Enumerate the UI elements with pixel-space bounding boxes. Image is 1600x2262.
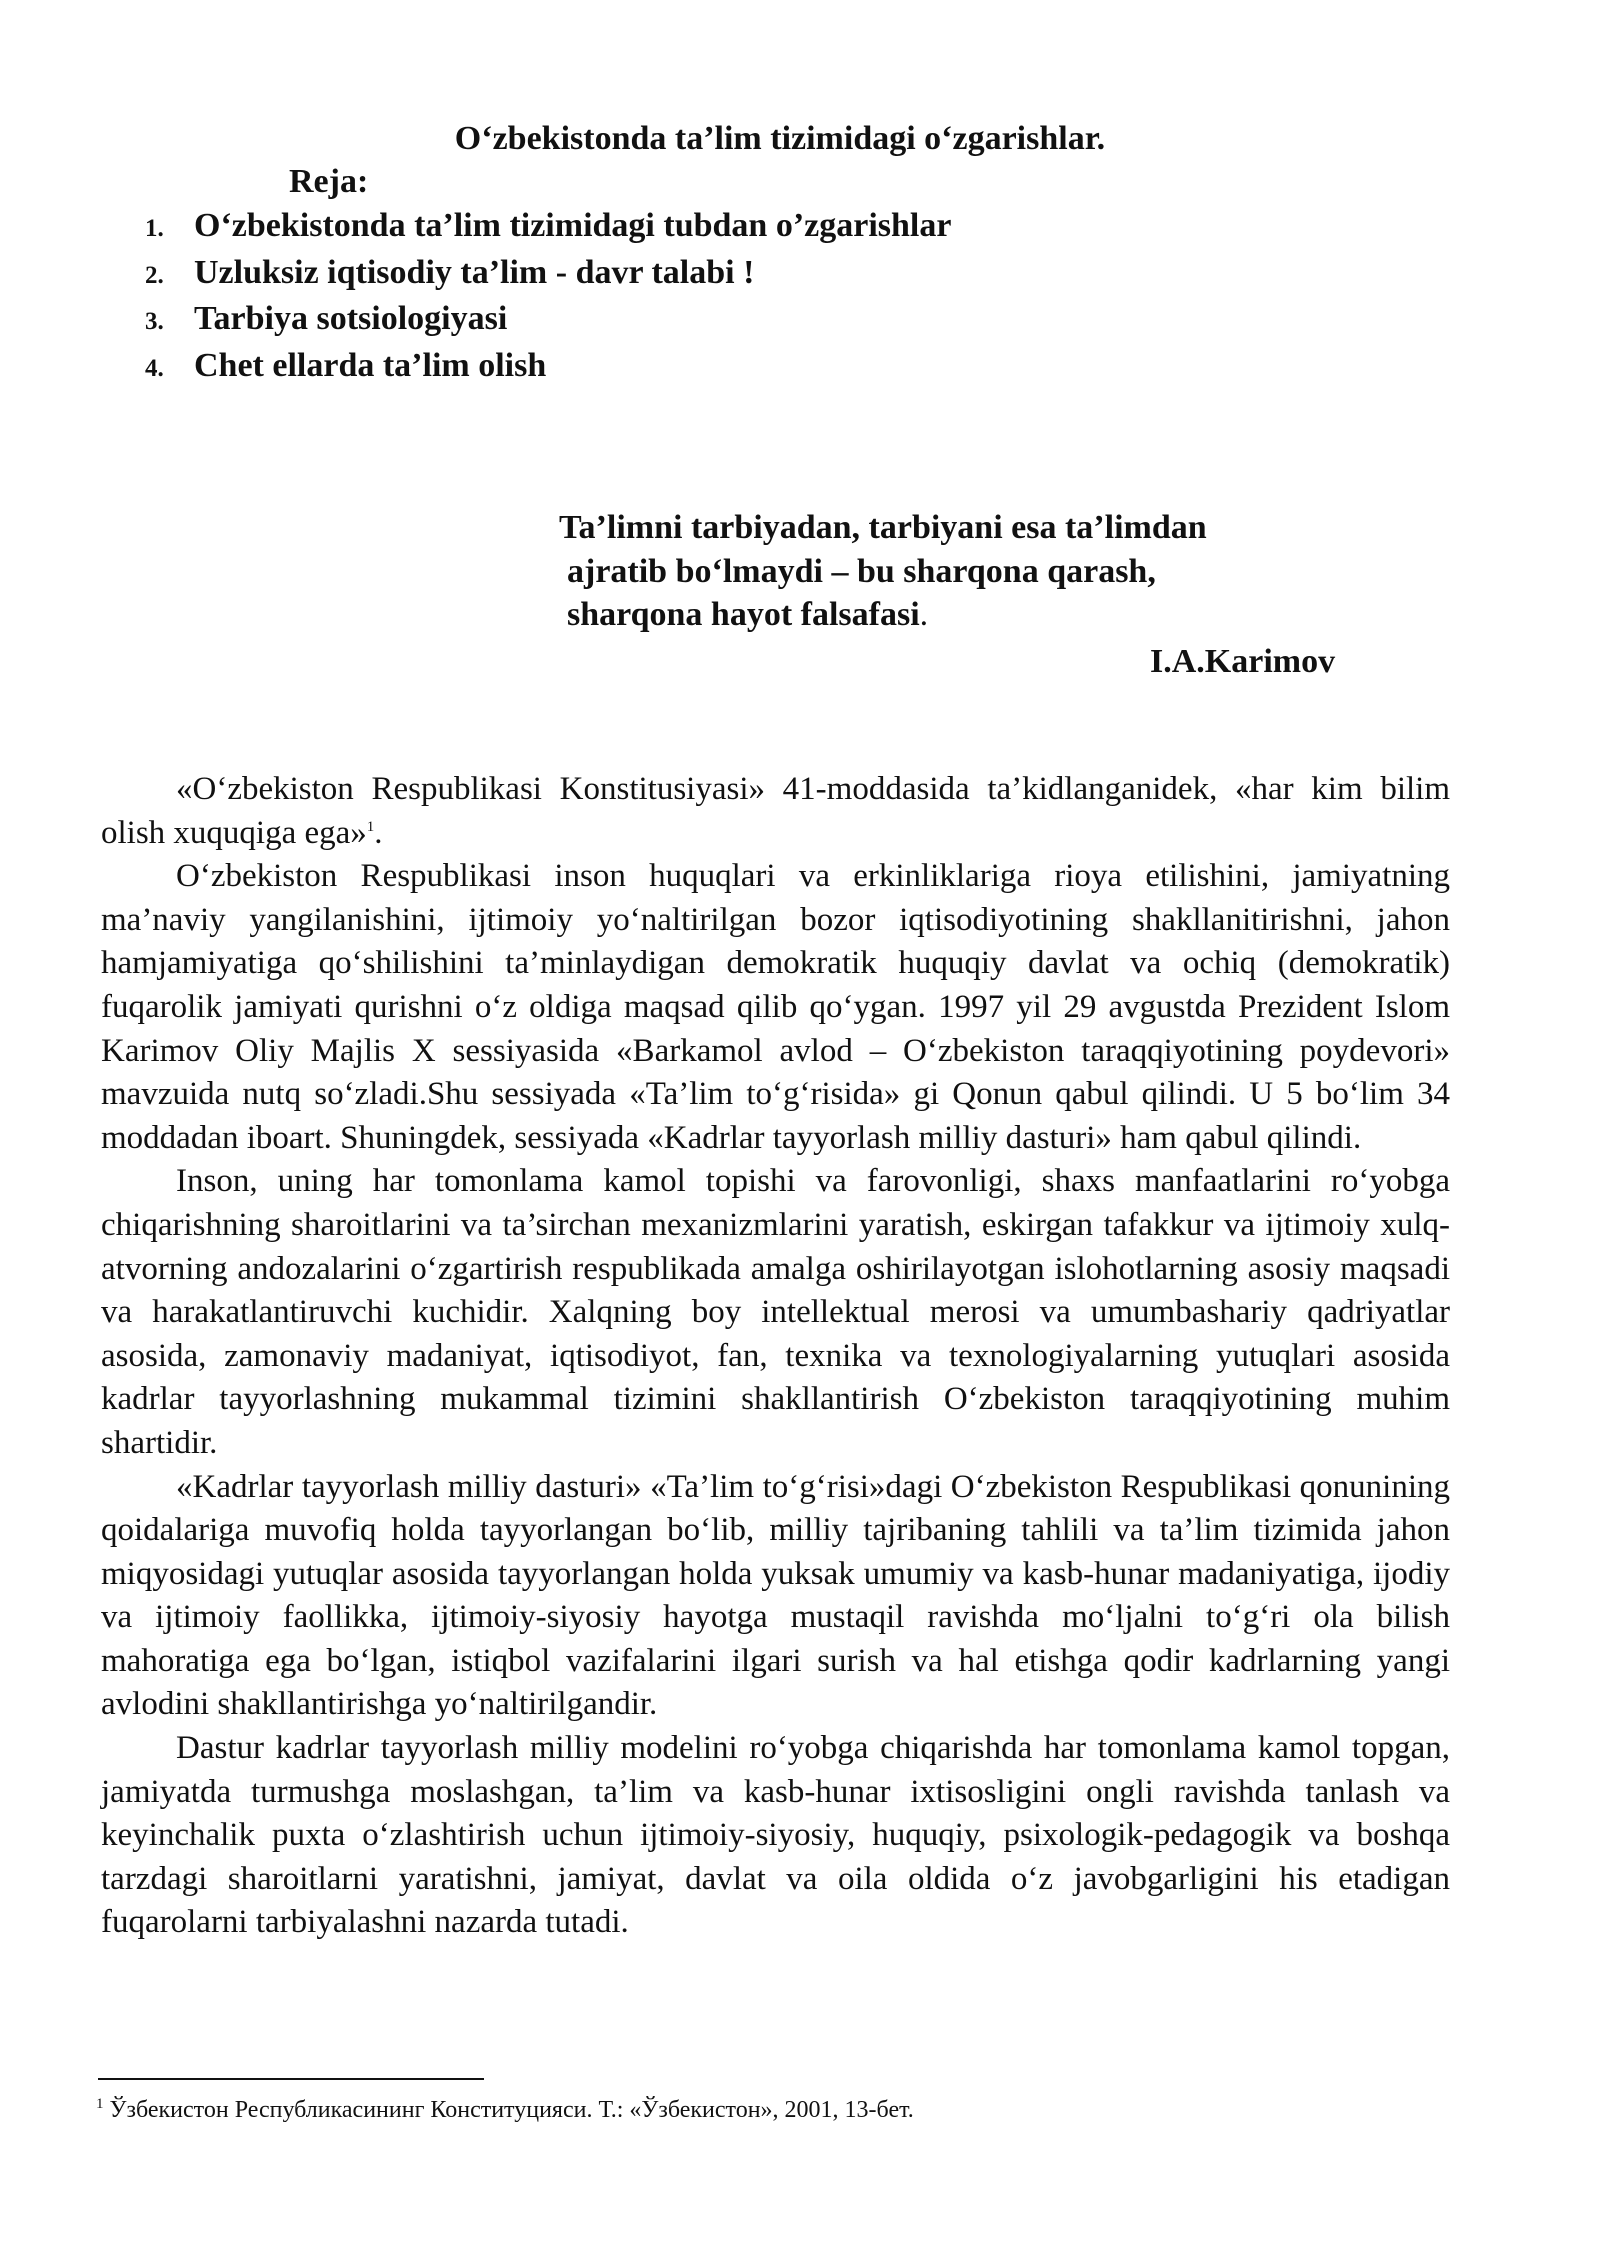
footnote-divider [98,2078,484,2080]
plan-item-text: Chet ellarda ta’lim olish [194,346,547,384]
plan-item [145,204,951,251]
plan-heading: Reja: [289,163,369,200]
plan-item-text: Uzluksiz iqtisodiy ta’lim - davr talabi ! [194,253,755,291]
epigraph-line: ajratib bo‘lmaydi – bu sharqona qarash, [567,552,1156,590]
plan-item-number: 3. [145,308,164,335]
paragraph: O‘zbekiston Respublikasi inson huquqlari va erkinliklariga rioya etilishini, jamiyatning ma’naviy yangilanishini, ijtimoiy yo‘naltirilgan bozor iqtisodiyotining shakllanitirishni, jahon hamjamiyatiga qo‘shilishini ta’minlaydigan demokratik huquqiy davlat va ochiq (demokratik) fuqarolik jamiyati qurishni o‘z oldiga maqsad qilib qo‘ygan. 1997 yil 29 avgustda Prezident Islom Karimov Oliy Majlis X sessiyasida «Barkamol avlod – O‘zbekiston taraqqiyotining poydevori» mavzuida nutq so‘zladi.Shu sessiyada «Ta’lim to‘g‘risida» gi Qonun qabul qilindi. U 5 bo‘lim 34 moddadan iboart. Shuningdek, sessiyada «Kadrlar tayyorlash milliy dasturi» ham qabul qilindi. [101,858,1450,1156]
footnote-text: Ўзбекистон Республикасининг Конституцияси. Т.: «Ўзбекистон», 2001, 13-бет. [109,2097,914,2123]
epigraph [559,506,1207,637]
plan-item-number: 4. [145,354,164,382]
plan-item [145,297,951,344]
epigraph-line-end: . [919,596,929,633]
plan-list [145,204,951,390]
epigraph-line [559,593,1207,637]
footnote-reference: 1 [366,818,375,835]
paragraph: Inson, uning har tomonlama kamol topishi va farovonligi, shaxs manfaatlarini ro‘yobga chiqarishning sharoitlarini va ta’sirchan mexanizmlarini yaratish, eskirgan tafakkur va ijtimoiy xulq-atvorning andozalarini o‘zgartirish respublikada amalga oshirilayotgan islohotlarning asosiy maqsadi va harakatlantiruvchi kuchidir. Xalqning boy intellektual merosi va umumbashariy qadriyatlar asosida, zamonaviy madaniyat, iqtisodiyot, fan, texnika va texnologiyalarning yutuqlari asosida kadrlar tayyorlashning mukammal tizimini shakllantirish O‘zbekiston taraqqiyotining muhim shartidir. [101,1163,1450,1461]
footnote-mark: 1 [96,2096,104,2112]
paragraph: «Kadrlar tayyorlash milliy dasturi» «Ta’lim to‘g‘risi»dagi O‘zbekiston Respublikasi qonunining qoidalariga muvofiq holda tayyorlangan bo‘lib, milliy tajribaning tahlili va ta’lim tizimida jahon miqyosidagi yutuqlar asosida tayyorlangan holda yuksak umumiy va kasb-hunar madaniyatiga, ijodiy va ijtimoiy faollikka, ijtimoiy-siyosiy hayotga mustaqil ravishda mo‘ljalni to‘g‘ri ola bilish mahoratiga ega bo‘lgan, istiqbol vazifalarini ilgari surish va hal etishga qodir kadrlarning yangi avlodini shakllantirishga yo‘naltirilgandir. [101,1468,1450,1723]
footnote [96,2094,914,2126]
plan-item-number: 2. [145,261,164,289]
plan-item [145,251,951,298]
plan-item-number: 1. [145,215,164,242]
paragraph: Dastur kadrlar tayyorlash milliy modelini ro‘yobga chiqarishda har tomonlama kamol topgan, jamiyatda turmushga moslashgan, ta’lim va kasb-hunar ixtisosligini ongli ravishda tanlash va keyinchalik puxta o‘zlashtirish uchun ijtimoiy-siyosiy, huquqiy, psixologik-pedagogik va boshqa tarzdagi sharoitlarni yaratishni, jamiyat, davlat va oila oldida o‘z javobgarligini his etadigan fuqarolarni tarbiyalashni nazarda tutadi. [101,1730,1450,1941]
paragraph-tail: . [374,814,383,851]
paragraph [101,768,1450,855]
paragraph-text: «O‘zbekiston Respublikasi Konstitusiyasi» 41-moddasida ta’kidlanganidek, «har kim bilim olish xuquqiga ega» [101,771,1450,851]
body-text [101,768,1450,1945]
document-title: O‘zbekistonda ta’lim tizimidagi o‘zgarishlar. [454,120,1106,157]
plan-item [145,344,951,391]
epigraph-line: Ta’limni tarbiyadan, tarbiyani esa ta’limdan [559,509,1207,546]
epigraph-author: I.A.Karimov [1150,643,1336,680]
plan-item-text: Tarbiya sotsiologiyasi [194,300,508,337]
epigraph-line-text: sharqona hayot falsafasi [567,596,920,633]
plan-item-text: O‘zbekistonda ta’lim tizimidagi tubdan o’zgarishlar [194,207,952,244]
